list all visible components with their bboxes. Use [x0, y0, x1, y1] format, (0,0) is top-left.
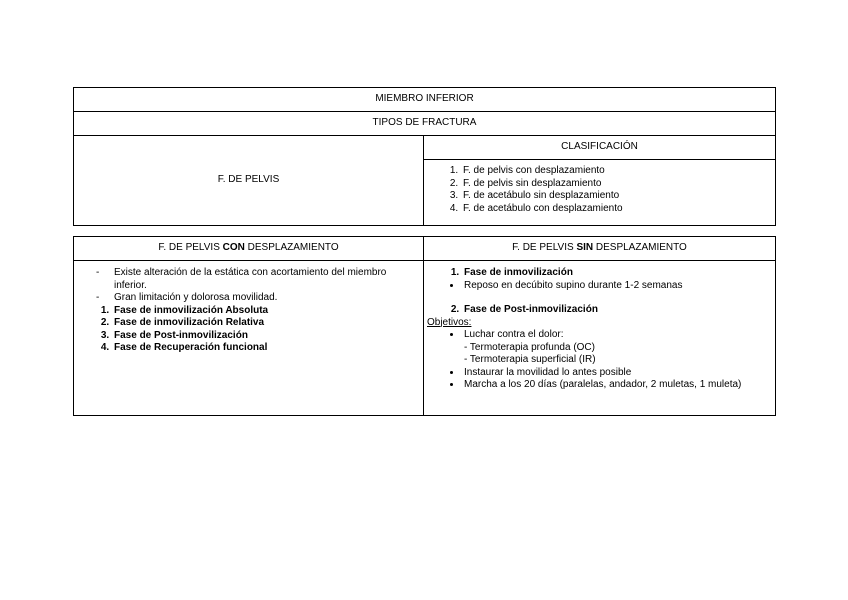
phase1-bullets	[424, 280, 775, 293]
sub-item: - Termoterapia profunda (OC)	[464, 341, 595, 353]
list-item: • Luchar contra el dolor: - Termoterapia profunda (OC) - Termoterapia superficial (IR)	[462, 329, 775, 367]
sin-desplazamiento-cell	[424, 261, 776, 416]
clasificacion-list	[424, 165, 775, 215]
desplazamiento-table	[73, 236, 776, 416]
list-item: • Instaurar la movilidad lo antes posible	[462, 367, 775, 380]
list-item: 2. Fase de inmovilización Relativa	[112, 317, 423, 330]
list-item: 1. Fase de inmovilización	[462, 267, 775, 280]
list-item: 4. F. de acetábulo con desplazamiento	[461, 203, 775, 216]
table-subtitle: TIPOS DE FRACTURA	[74, 112, 776, 136]
pelvis-label: F. DE PELVIS	[74, 136, 424, 226]
sub-item: - Termoterapia superficial (IR)	[464, 354, 596, 365]
list-item: 3. F. de acetábulo sin desplazamiento	[461, 190, 775, 203]
list-item: - Existe alteración de la estática con acortamiento del miembro inferior.	[74, 267, 423, 292]
list-item: - Gran limitación y dolorosa movilidad.	[74, 292, 423, 305]
dash-list	[74, 267, 423, 305]
objetivos-list	[424, 329, 775, 392]
objetivos-label: Objetivos:	[427, 316, 472, 328]
phases-list	[74, 305, 423, 355]
tipos-fractura-table	[73, 87, 776, 226]
phase2-list	[424, 304, 775, 317]
sin-desplazamiento-header: F. DE PELVIS SIN DESPLAZAMIENTO	[424, 237, 776, 261]
list-item: • Marcha a los 20 días (paralelas, andador, 2 muletas, 1 muleta)	[462, 379, 775, 392]
con-desplazamiento-header: F. DE PELVIS CON DESPLAZAMIENTO	[74, 237, 424, 261]
list-item: 3. Fase de Post-inmovilización	[112, 330, 423, 343]
list-item: 1. F. de pelvis con desplazamiento	[461, 165, 775, 178]
con-desplazamiento-cell	[74, 261, 424, 416]
clasificacion-cell	[424, 160, 776, 226]
list-item: 1. Fase de inmovilización Absoluta	[112, 305, 423, 318]
clasificacion-header: CLASIFICACIÓN	[424, 136, 776, 160]
list-item: 4. Fase de Recuperación funcional	[112, 342, 423, 355]
phase1-list	[424, 267, 775, 280]
list-item: 2. Fase de Post-inmovilización	[462, 304, 775, 317]
list-item: 2. F. de pelvis sin desplazamiento	[461, 178, 775, 191]
table-title: MIEMBRO INFERIOR	[74, 88, 776, 112]
list-item: • Reposo en decúbito supino durante 1-2 semanas	[462, 280, 775, 293]
